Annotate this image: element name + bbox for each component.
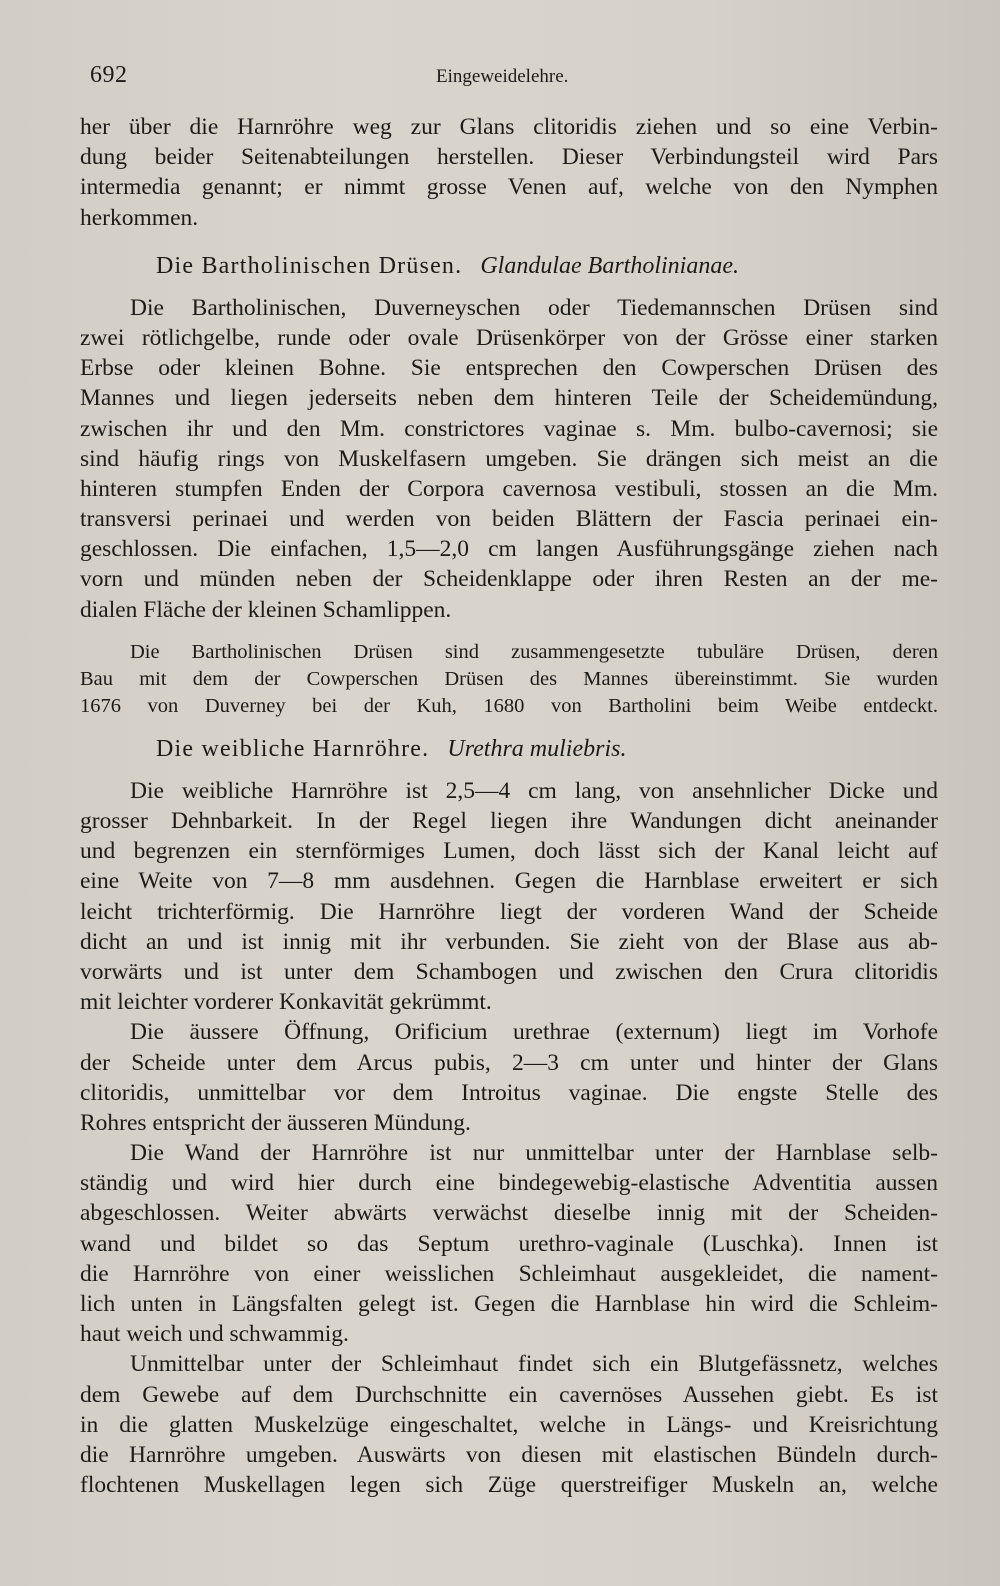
text-line: Die Bartholinischen, Duverneyschen oder Tiedemannschen Drüsen sind: [130, 294, 938, 321]
section-heading-urethra: [80, 734, 938, 764]
text-line: Unmittelbar unter der Schleimhaut findet sich ein Blutgefässnetz, welches: [130, 1351, 938, 1378]
text-line: die Harnröhre umgeben. Auswärts von diesen mit elastischen Bündeln durch-: [80, 1441, 938, 1468]
section-latin-title: Glandulae Bartholinianae.: [480, 252, 739, 279]
text-line: Die äussere Öffnung, Orificium urethrae (externum) liegt im Vorhofe: [130, 1019, 938, 1046]
text-line: Bau mit dem der Cowperschen Drüsen des Mannes übereinstimmt. Sie wurden: [80, 667, 938, 690]
running-head: Eingeweidelehre.: [436, 66, 569, 87]
text-line: die Harnröhre von einer weisslichen Schleimhaut ausgekleidet, die nament-: [80, 1260, 938, 1287]
section-title: Die Bartholinischen Drüsen.: [156, 252, 463, 279]
text-line: und begrenzen ein sternförmiges Lumen, doch lässt sich der Kanal leicht auf: [80, 838, 938, 865]
text-line: ständig und wird hier durch eine bindegewebig-elastische Adventitia aussen: [80, 1170, 938, 1197]
text-line: intermedia genannt; er nimmt grosse Venen auf, welche von den Nymphen: [80, 174, 938, 201]
small-print-note: [80, 639, 938, 720]
text-line: sind häufig rings von Muskelfasern umgeben. Sie drängen sich meist an die: [80, 445, 938, 472]
section-title: Die weibliche Harnröhre.: [156, 735, 430, 762]
text-line: dem Gewebe auf dem Durchschnitte ein cavernöses Aussehen giebt. Es ist: [80, 1381, 938, 1408]
text-line: eine Weite von 7—8 mm ausdehnen. Gegen die Harnblase erweitert er sich: [80, 868, 938, 895]
text-line: Mannes und liegen jederseits neben dem hinteren Teile der Scheidemündung,: [80, 385, 938, 412]
text-line: her über die Harnröhre weg zur Glans clitoridis ziehen und so eine Verbin-: [80, 114, 938, 140]
paragraph-urethra-orifice: [80, 1017, 938, 1138]
paragraph-urethra-wall: [80, 1138, 938, 1349]
text-line: vorn und münden neben der Scheidenklappe oder ihren Resten an der me-: [80, 566, 938, 593]
section-latin-title: Urethra muliebris.: [447, 735, 627, 762]
text-line: grosser Dehnbarkeit. In der Regel liegen ihre Wandungen dicht aneinander: [80, 808, 938, 834]
text-line: Rohres entspricht der äusseren Mündung.: [80, 1109, 471, 1136]
text-line: vorwärts und ist unter dem Schambogen und zwischen den Crura clitoridis: [80, 958, 938, 985]
paragraph-bartholin-description: [80, 293, 938, 625]
text-line: herkommen.: [80, 204, 199, 231]
paragraph-urethra-dimensions: [80, 776, 938, 1018]
page-header: [90, 62, 925, 96]
text-line: geschlossen. Die einfachen, 1,5—2,0 cm langen Ausführungsgänge ziehen nach: [80, 536, 938, 563]
text-line: hinteren stumpfen Enden der Corpora cavernosa vestibuli, stossen an die Mm.: [80, 475, 938, 502]
text-line: Erbse oder kleinen Bohne. Sie entsprechen den Cowperschen Drüsen des: [80, 355, 938, 382]
text-line: 1676 von Duverney bei der Kuh, 1680 von Bartholini beim Weibe entdeckt.: [80, 694, 938, 717]
text-line: flochtenen Muskellagen legen sich Züge querstreifiger Muskeln an, welche: [80, 1472, 938, 1499]
paragraph-urethra-vessels: [80, 1349, 938, 1500]
page-number: 692: [90, 62, 128, 88]
text-line: zwischen ihr und den Mm. constrictores vaginae s. Mm. bulbo-cavernosi; sie: [80, 415, 938, 442]
text-line: leicht trichterförmig. Die Harnröhre liegt der vorderen Wand der Scheide: [80, 898, 938, 925]
section-heading-bartholin: [80, 251, 938, 281]
text-line: der Scheide unter dem Arcus pubis, 2—3 cm unter und hinter der Glans: [80, 1049, 938, 1076]
text-line: dung beider Seitenabteilungen herstellen. Dieser Verbindungsteil wird Pars: [80, 144, 938, 171]
text-line: zwei rötlichgelbe, runde oder ovale Drüsenkörper von der Grösse einer starken: [80, 324, 938, 351]
body-text: [80, 112, 938, 1500]
text-line: mit leichter vorderer Konkavität gekrümmt.: [80, 989, 492, 1016]
paragraph-pars-intermedia: [80, 112, 938, 233]
text-line: lich unten in Längsfalten gelegt ist. Gegen die Harnblase hin wird die Schleim-: [80, 1291, 938, 1317]
text-line: haut weich und schwammig.: [80, 1321, 349, 1348]
text-line: Die Bartholinischen Drüsen sind zusammengesetzte tubuläre Drüsen, deren: [130, 640, 938, 663]
text-line: dialen Fläche der kleinen Schamlippen.: [80, 596, 452, 623]
text-line: Die weibliche Harnröhre ist 2,5—4 cm lang, von ansehnlicher Dicke und: [130, 777, 938, 804]
text-line: Die Wand der Harnröhre ist nur unmittelbar unter der Harnblase selb-: [130, 1140, 938, 1167]
text-line: abgeschlossen. Weiter abwärts verwächst dieselbe innig mit der Scheiden-: [80, 1200, 938, 1227]
text-line: wand und bildet so das Septum urethro-vaginale (Luschka). Innen ist: [80, 1230, 938, 1257]
text-line: in die glatten Muskelzüge eingeschaltet, welche in Längs- und Kreisrichtung: [80, 1411, 938, 1438]
text-line: dicht an und ist innig mit ihr verbunden. Sie zieht von der Blase aus ab-: [80, 928, 938, 955]
text-line: clitoridis, unmittelbar vor dem Introitus vaginae. Die engste Stelle des: [80, 1079, 938, 1106]
text-line: transversi perinaei und werden von beiden Blättern der Fascia perinaei ein-: [80, 506, 938, 533]
